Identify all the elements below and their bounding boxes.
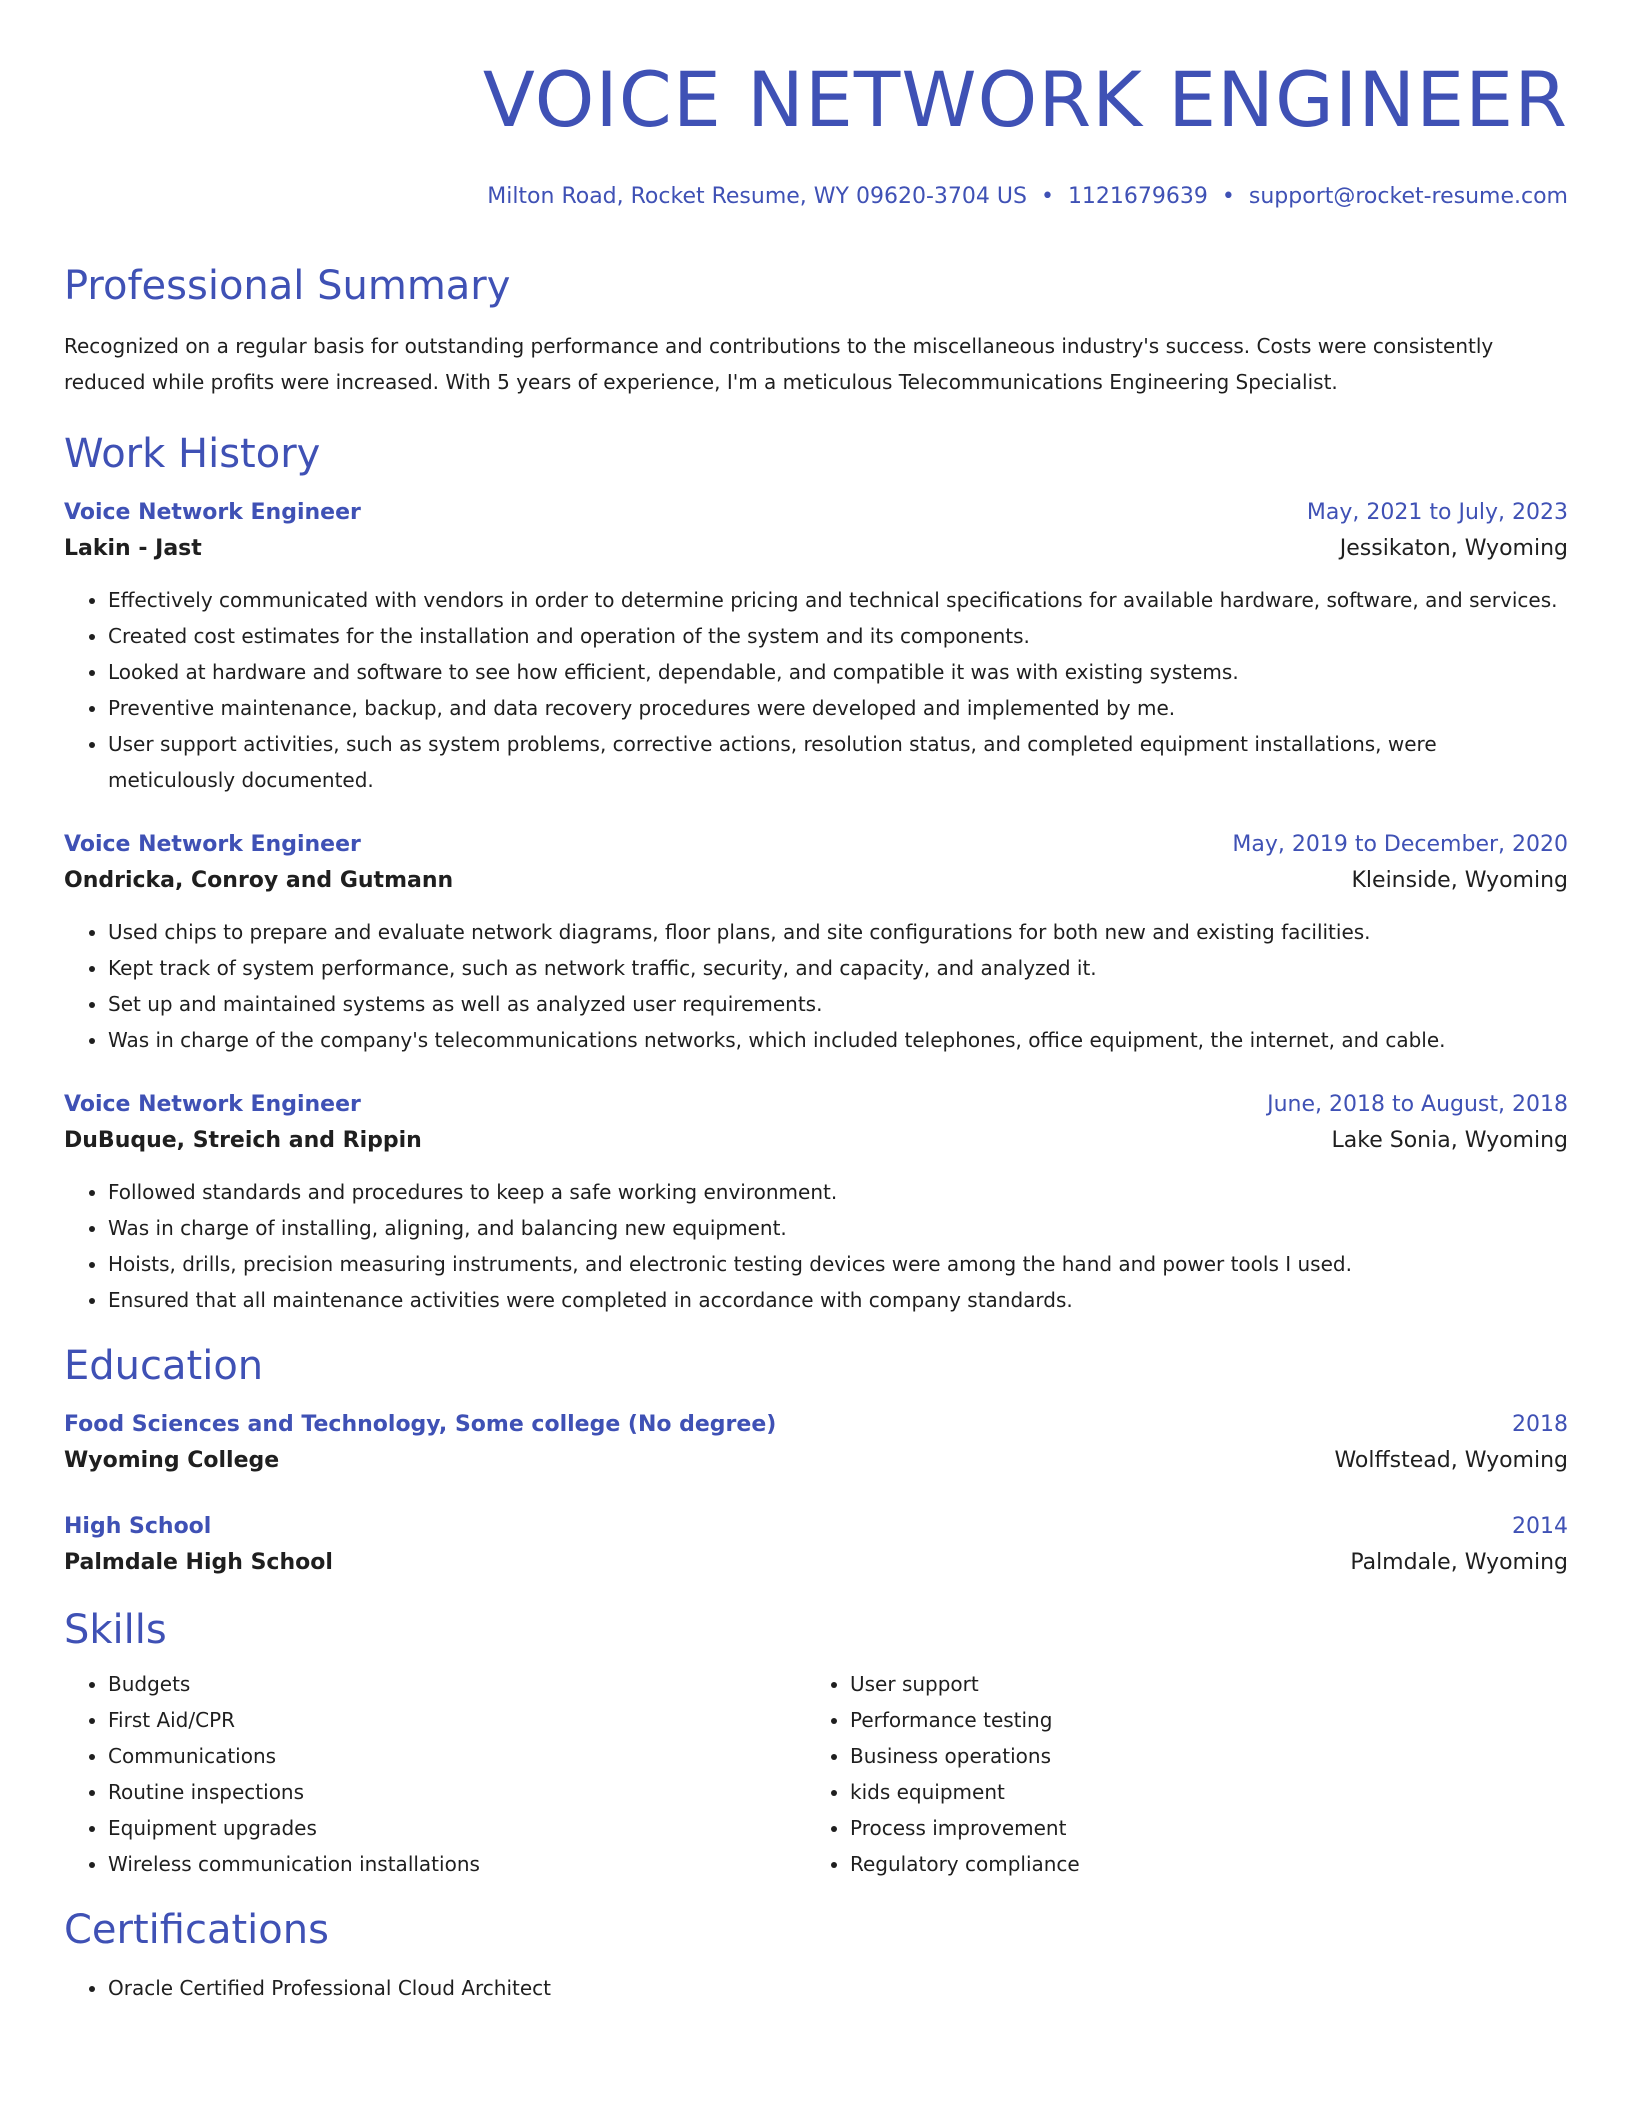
skills-column-right (806, 1666, 1548, 1882)
certifications-list (64, 1970, 1568, 2006)
skill-item: • kids equipment (850, 1774, 1548, 1810)
job-bullet: • Ensured that all maintenance activities were completed in accordance with company standards. (108, 1282, 1568, 1318)
contact-address: Milton Road, Rocket Resume, WY 09620-3704 US (487, 184, 1027, 209)
job-bullets (64, 1174, 1568, 1318)
job-bullet: • Looked at hardware and software to see how efficient, dependable, and compatible it was with existing systems. (108, 654, 1568, 690)
skill-item: • Regulatory compliance (850, 1846, 1548, 1882)
job-role: Voice Network Engineer (64, 500, 361, 525)
education-year: 2018 (1512, 1412, 1568, 1437)
education-location: Palmdale, Wyoming (1350, 1550, 1568, 1575)
skill-item: • Routine inspections (108, 1774, 806, 1810)
job-entry (64, 1088, 1568, 1318)
certification-item: • Oracle Certified Professional Cloud Architect (108, 1970, 1568, 2006)
contact-line (64, 182, 1568, 212)
contact-email: support@rocket-resume.com (1248, 184, 1568, 209)
job-location: Kleinside, Wyoming (1351, 868, 1568, 893)
skill-item: • Process improvement (850, 1810, 1548, 1846)
skill-item: • Business operations (850, 1738, 1548, 1774)
skills-section (64, 1604, 1568, 1882)
summary-text: Recognized on a regular basis for outstanding performance and contributions to the miscellaneous industry's success. Costs were consistently reduced while profits were increased. With 5 years of experience, I'm a meticulous Telecommunications Engineering Specialist. (64, 334, 1494, 394)
job-entry (64, 496, 1568, 798)
job-company: Lakin - Jast (64, 536, 202, 561)
education-entry (64, 1408, 1568, 1480)
skill-item: • Wireless communication installations (108, 1846, 806, 1882)
education-location: Wolffstead, Wyoming (1334, 1448, 1568, 1473)
education-school: Wyoming College (64, 1448, 280, 1473)
skills-grid (64, 1666, 1568, 1882)
section-heading-education: Education (64, 1343, 264, 1389)
job-bullet: • Hoists, drills, precision measuring instruments, and electronic testing devices were among the hand and power tools I used. (108, 1246, 1568, 1282)
skill-item: • First Aid/CPR (108, 1702, 806, 1738)
contact-phone: 1121679639 (1067, 184, 1208, 209)
resume-page (64, 52, 1568, 2006)
contact-separator: • (1040, 184, 1054, 209)
skill-item: • Equipment upgrades (108, 1810, 806, 1846)
skills-column-left (64, 1666, 806, 1882)
skill-item: • User support (850, 1666, 1548, 1702)
education-entry (64, 1510, 1568, 1582)
job-bullet: • Created cost estimates for the installation and operation of the system and its components. (108, 618, 1568, 654)
skill-item: • Budgets (108, 1666, 806, 1702)
job-bullet: • Was in charge of the company's telecommunications networks, which included telephones, office equipment, the internet, and cable. (108, 1022, 1568, 1058)
section-heading-summary: Professional Summary (64, 263, 511, 309)
section-heading-work: Work History (64, 431, 321, 477)
job-dates: May, 2021 to July, 2023 (1306, 500, 1568, 525)
education-year: 2014 (1512, 1514, 1568, 1539)
job-bullet: • User support activities, such as system problems, corrective actions, resolution status, and completed equipment installations, were meticulously documented. (108, 726, 1568, 798)
job-dates: June, 2018 to August, 2018 (1267, 1092, 1568, 1117)
skill-item: • Performance testing (850, 1702, 1548, 1738)
professional-summary-section (64, 260, 1568, 400)
job-bullet: • Set up and maintained systems as well as analyzed user requirements. (108, 986, 1568, 1022)
job-role: Voice Network Engineer (64, 832, 361, 857)
skill-item: • Communications (108, 1738, 806, 1774)
job-company: DuBuque, Streich and Rippin (64, 1128, 422, 1153)
work-history-section (64, 428, 1568, 1318)
job-company: Ondricka, Conroy and Gutmann (64, 868, 454, 893)
job-dates: May, 2019 to December, 2020 (1232, 832, 1568, 857)
job-location: Jessikaton, Wyoming (1339, 536, 1568, 561)
education-school: Palmdale High School (64, 1550, 333, 1575)
job-bullet: • Kept track of system performance, such as network traffic, security, and capacity, and analyzed it. (108, 950, 1568, 986)
certifications-section (64, 1904, 1568, 2006)
job-role: Voice Network Engineer (64, 1092, 361, 1117)
section-heading-skills: Skills (64, 1607, 167, 1653)
education-degree: Food Sciences and Technology, Some college (No degree) (64, 1412, 777, 1437)
section-heading-certifications: Certifications (64, 1907, 329, 1953)
job-bullet: • Used chips to prepare and evaluate network diagrams, floor plans, and site configurations for both new and existing facilities. (108, 914, 1568, 950)
education-section (64, 1340, 1568, 1582)
contact-separator: • (1221, 184, 1235, 209)
job-bullets (64, 582, 1568, 798)
job-bullet: • Effectively communicated with vendors in order to determine pricing and technical specifications for available hardware, software, and services. (108, 582, 1568, 618)
job-bullet: • Preventive maintenance, backup, and data recovery procedures were developed and implemented by me. (108, 690, 1568, 726)
job-bullet: • Followed standards and procedures to keep a safe working environment. (108, 1174, 1568, 1210)
education-degree: High School (64, 1514, 212, 1539)
job-bullets (64, 914, 1568, 1058)
resume-title: VOICE NETWORK ENGINEER (482, 55, 1568, 144)
job-bullet: • Was in charge of installing, aligning, and balancing new equipment. (108, 1210, 1568, 1246)
job-entry (64, 828, 1568, 1058)
job-location: Lake Sonia, Wyoming (1331, 1128, 1568, 1153)
